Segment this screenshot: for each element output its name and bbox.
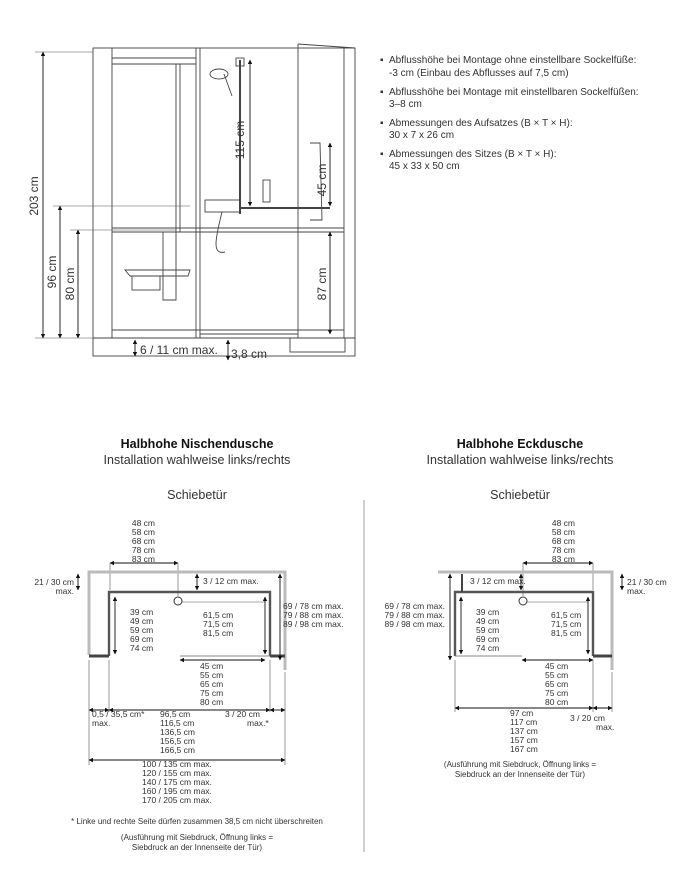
dimension-label: ▪ bbox=[380, 118, 384, 129]
dimension-label: Siebdruck an der Innenseite der Tür) bbox=[454, 770, 586, 779]
dimension-label: 140 / 175 cm max. bbox=[142, 777, 212, 787]
left-plan-walls bbox=[89, 572, 285, 670]
dimension-label: 89 / 98 cm max. bbox=[283, 619, 344, 629]
dimension-label: 39 cm bbox=[130, 607, 154, 617]
dimension-label: 75 cm bbox=[545, 688, 569, 698]
dim-45: 45 cm bbox=[315, 163, 329, 197]
dimension-label: max.* bbox=[247, 718, 269, 728]
height-dimensions bbox=[27, 52, 330, 361]
dim-96: 96 cm bbox=[45, 255, 59, 289]
dimension-label: 21 / 30 cm bbox=[627, 577, 667, 587]
note-3-title: Abmessungen des Aufsatzes (B × T × H): bbox=[389, 118, 573, 129]
dimension-label: 69 / 78 cm max. bbox=[384, 601, 445, 611]
dimension-label: max. bbox=[92, 718, 111, 728]
dimension-label: 96,5 cm bbox=[160, 709, 191, 719]
dimension-label: 69 / 78 cm max. bbox=[283, 601, 344, 611]
dimension-label: 166,5 cm bbox=[160, 745, 195, 755]
dimension-label: 61,5 cm bbox=[551, 610, 582, 620]
dimension-label: 68 cm bbox=[131, 536, 155, 546]
dimension-label: 65 cm bbox=[200, 679, 224, 689]
drain-icon bbox=[519, 597, 527, 605]
right-plan-title: Halbhohe Eckdusche bbox=[456, 437, 584, 451]
shower-cabin-drawing bbox=[93, 44, 355, 356]
dimension-label: 48 cm bbox=[551, 518, 575, 528]
cabin-base bbox=[93, 338, 355, 356]
dimension-label: max. bbox=[627, 586, 646, 596]
dim-87: 87 cm bbox=[315, 267, 329, 301]
dimension-label: 137 cm bbox=[510, 726, 538, 736]
dimension-label: 78 cm bbox=[131, 545, 155, 555]
dimension-label: (Ausführung mit Siebdruck, Öffnung links = bbox=[443, 760, 597, 769]
right-plan-door: Schiebetür bbox=[490, 488, 550, 502]
dimension-label: 117 cm bbox=[510, 717, 538, 727]
dimension-label: ▪ bbox=[380, 87, 384, 98]
dimension-label: 3 / 20 cm bbox=[570, 713, 605, 723]
dimension-label: 58 cm bbox=[131, 527, 155, 537]
dimension-label: 120 / 155 cm max. bbox=[142, 768, 212, 778]
dimension-label: 68 cm bbox=[551, 536, 575, 546]
dimension-label: Siebdruck an der Innenseite der Tür) bbox=[131, 843, 263, 852]
seat-icon bbox=[125, 270, 190, 276]
dim-80: 80 cm bbox=[63, 267, 77, 301]
dimension-label: 78 cm bbox=[551, 545, 575, 555]
dimension-label: max. bbox=[55, 586, 74, 596]
dimension-label: 74 cm bbox=[476, 643, 500, 653]
note-1-value: -3 cm (Einbau des Abflusses auf 7,5 cm) bbox=[389, 68, 569, 79]
left-plan-subtitle: Installation wahlweise links/rechts bbox=[103, 453, 291, 467]
note-2-title: Abflusshöhe bei Montage mit einstellbaren Sockelfüßen: bbox=[389, 87, 639, 98]
dimension-label: 0,5 / 35,5 cm* bbox=[92, 709, 145, 719]
dimension-label: 81,5 cm bbox=[203, 628, 234, 638]
dimension-label: 55 cm bbox=[545, 670, 569, 680]
dimension-label: max. bbox=[596, 722, 615, 732]
left-plan-title: Halbhohe Nischendusche bbox=[120, 437, 274, 451]
dimension-label: 49 cm bbox=[130, 616, 154, 626]
notes-list bbox=[380, 55, 639, 172]
dimension-label: 81,5 cm bbox=[551, 628, 582, 638]
dimension-label: (Ausführung mit Siebdruck, Öffnung links = bbox=[120, 833, 274, 842]
dimension-label: 100 / 135 cm max. bbox=[142, 759, 212, 769]
dimension-label: 170 / 205 cm max. bbox=[142, 795, 212, 805]
dimension-label: 79 / 88 cm max. bbox=[283, 610, 344, 620]
dimension-label: 156,5 cm bbox=[160, 736, 195, 746]
dimension-label: 116,5 cm bbox=[160, 718, 195, 728]
dimension-label: 58 cm bbox=[551, 527, 575, 537]
drain-icon bbox=[174, 597, 182, 605]
dim-drain: 3,8 cm bbox=[231, 347, 268, 361]
dimension-label: 79 / 88 cm max. bbox=[384, 610, 445, 620]
mixer-icon bbox=[205, 200, 240, 212]
dimension-label: 59 cm bbox=[476, 625, 500, 635]
dimension-label: 3 / 12 cm max. bbox=[203, 576, 259, 586]
dimension-label: 61,5 cm bbox=[203, 610, 234, 620]
dimension-label: 48 cm bbox=[131, 518, 155, 528]
dimension-label: 157 cm bbox=[510, 735, 538, 745]
dim-foot: 6 / 11 cm max. bbox=[140, 343, 218, 357]
note-3-value: 30 x 7 x 26 cm bbox=[389, 130, 455, 141]
note-2-value: 3–8 cm bbox=[389, 99, 422, 110]
dimension-label: 21 / 30 cm bbox=[34, 577, 74, 587]
right-plan bbox=[385, 437, 667, 779]
dimension-label: 55 cm bbox=[200, 670, 224, 680]
right-plan-walls bbox=[438, 572, 612, 670]
dimension-label: 3 / 12 cm max. bbox=[470, 576, 526, 586]
note-4-title: Abmessungen des Sitzes (B × T × H): bbox=[389, 149, 557, 160]
dimension-label: 71,5 cm bbox=[551, 619, 582, 629]
dim-115: 115 cm bbox=[233, 120, 247, 160]
dimension-label: 39 cm bbox=[476, 607, 500, 617]
right-plan-subtitle: Installation wahlweise links/rechts bbox=[426, 453, 614, 467]
dimension-label: ▪ bbox=[380, 55, 384, 66]
dimension-label: 59 cm bbox=[130, 625, 154, 635]
dimension-label: 160 / 195 cm max. bbox=[142, 786, 212, 796]
dimension-label: 136,5 cm bbox=[160, 727, 195, 737]
dimension-label: 167 cm bbox=[510, 744, 538, 754]
dimension-label: 83 cm bbox=[131, 554, 155, 564]
note-1-title: Abflusshöhe bei Montage ohne einstellbare Sockelfüße: bbox=[389, 55, 637, 66]
note-4-value: 45 x 33 x 50 cm bbox=[389, 161, 460, 172]
dimension-label: 45 cm bbox=[200, 661, 224, 671]
dimension-label: 3 / 20 cm bbox=[225, 709, 260, 719]
dimension-label: 49 cm bbox=[476, 616, 500, 626]
dimension-label: 89 / 98 cm max. bbox=[384, 619, 445, 629]
dimension-label: 45 cm bbox=[545, 661, 569, 671]
dimension-label: ▪ bbox=[380, 149, 384, 160]
dimension-label: 97 cm bbox=[510, 708, 534, 718]
dimension-label: 65 cm bbox=[545, 679, 569, 689]
left-footnote: * Linke und rechte Seite dürfen zusammen 38,5 cm nicht überschreiten bbox=[71, 817, 323, 826]
dimension-label: 69 cm bbox=[130, 634, 154, 644]
dim-203: 203 cm bbox=[27, 176, 41, 216]
dimension-label: 71,5 cm bbox=[203, 619, 234, 629]
dimension-label: 83 cm bbox=[551, 554, 575, 564]
dimension-label: 80 cm bbox=[545, 697, 569, 707]
left-plan bbox=[34, 437, 343, 852]
dimension-label: 69 cm bbox=[476, 634, 500, 644]
dimension-label: 74 cm bbox=[130, 643, 154, 653]
dimension-label: 80 cm bbox=[200, 697, 224, 707]
left-plan-door: Schiebetür bbox=[167, 488, 227, 502]
dimension-label: 75 cm bbox=[200, 688, 224, 698]
